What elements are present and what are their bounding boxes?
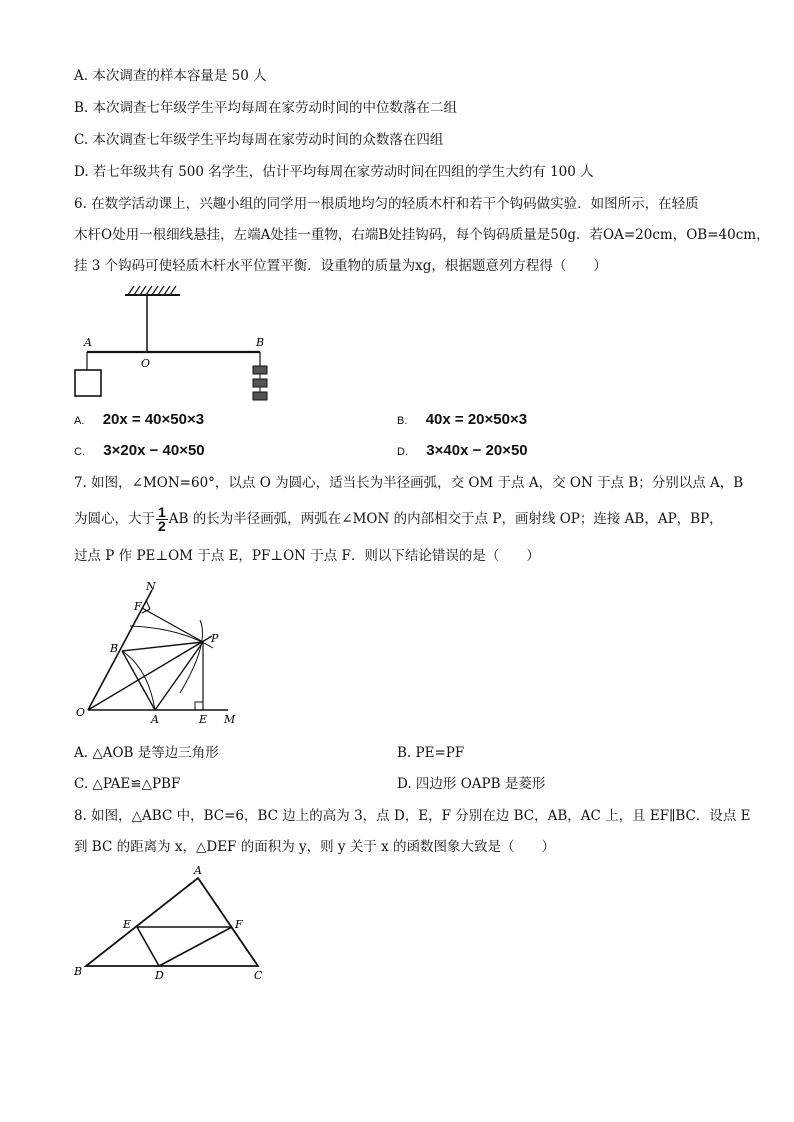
- q7-stem-line1: 7. 如图，∠MON=60°，以点 O 为圆心，适当长为半径画弧，交 OM 于点 A，交 ON 于点 B；分别以点 A，B: [74, 475, 744, 491]
- q6-option-a-letter: A.: [74, 415, 85, 427]
- q6-label-a: A: [84, 336, 92, 349]
- q8-label-b: B: [74, 965, 83, 978]
- q6-lever-figure: [70, 280, 290, 410]
- q7-label-o: O: [76, 706, 86, 719]
- q5-option-a: A. 本次调查的样本容量是 50 人: [74, 68, 267, 84]
- q8-label-a: A: [194, 864, 202, 877]
- q8-stem-line1: 8. 如图，△ABC 中，BC=6，BC 边上的高为 3，点 D，E，F 分别在边 BC，AB，AC 上，且 EF∥BC．设点 E: [74, 808, 751, 824]
- q5-option-c: C. 本次调查七年级学生平均每周在家劳动时间的众数落在四组: [74, 132, 444, 148]
- q7-label-p: P: [211, 632, 219, 645]
- q7-option-a: A. △AOB 是等边三角形: [74, 745, 219, 761]
- q6-stem-line3: 挂 3 个钩码可使轻质木杆水平位置平衡．设重物的质量为xg，根据题意列方程得（ ）: [74, 258, 607, 274]
- q8-triangle-figure: [70, 862, 280, 987]
- q6-option-b-letter: B.: [397, 415, 408, 427]
- q7-fraction-numerator: 1: [158, 504, 166, 520]
- q6-option-b: [397, 411, 527, 430]
- q7-fraction-denominator: 2: [158, 518, 166, 534]
- q5-option-b: B. 本次调查七年级学生平均每周在家劳动时间的中位数落在二组: [74, 100, 458, 116]
- q7-stem-line3: 过点 P 作 PE⊥OM 于点 E，PF⊥ON 于点 F．则以下结论错误的是（ ）: [74, 548, 540, 564]
- q7-label-n: N: [146, 580, 156, 593]
- q7-stem-line2-post: AB 的长为半径画弧，两弧在∠MON 的内部相交于点 P，画射线 OP；连接 AB，AP，BP，: [168, 511, 723, 527]
- q7-label-e: E: [199, 713, 208, 726]
- q8-stem-line2: 到 BC 的距离为 x，△DEF 的面积为 y，则 y 关于 x 的函数图象大致是（ ）: [74, 839, 556, 855]
- q7-label-m: M: [224, 713, 236, 726]
- q7-label-a: A: [151, 713, 159, 726]
- q6-option-d-letter: D.: [397, 446, 408, 458]
- q6-option-d: [397, 442, 528, 461]
- q8-label-d: D: [155, 969, 164, 982]
- q7-option-b: B. PE=PF: [397, 745, 465, 761]
- q8-label-e: E: [123, 918, 132, 931]
- q6-option-c-equation: 3×20x − 40×50: [103, 442, 205, 459]
- q6-label-o: O: [141, 357, 151, 370]
- q8-label-f: F: [235, 918, 243, 931]
- q7-stem-line2: [74, 506, 723, 533]
- q6-option-c-letter: C.: [74, 446, 85, 458]
- q7-fraction-half: [156, 506, 168, 533]
- q7-label-b: B: [110, 642, 119, 655]
- q7-angle-bisector-figure: [70, 578, 250, 728]
- q7-option-d: D. 四边形 OAPB 是菱形: [397, 776, 546, 792]
- q7-option-c: C. △PAE≌△PBF: [74, 776, 181, 792]
- q5-option-d: D. 若七年级共有 500 名学生，估计平均每周在家劳动时间在四组的学生大约有 100 人: [74, 164, 594, 180]
- q6-label-b: B: [256, 336, 265, 349]
- q6-stem-line1: 6. 在数学活动课上，兴趣小组的同学用一根质地均匀的轻质木杆和若干个钩码做实验．如图所示，在轻质: [74, 196, 699, 212]
- q6-option-b-equation: 40x = 20×50×3: [425, 411, 528, 428]
- q6-option-a-equation: 20x = 40×50×3: [102, 411, 205, 428]
- q6-option-d-equation: 3×40x − 20×50: [426, 442, 528, 459]
- q7-stem-line2-pre: 为圆心，大于: [74, 511, 155, 527]
- q6-stem-line2: 木杆O处用一根细线悬挂，左端A处挂一重物，右端B处挂钩码，每个钩码质量是50g．若OA=20cm，OB=40cm，: [74, 227, 770, 243]
- q6-option-c: [74, 442, 205, 461]
- q6-option-a: [74, 411, 204, 430]
- q7-label-f: F: [134, 600, 142, 613]
- q8-label-c: C: [254, 969, 263, 982]
